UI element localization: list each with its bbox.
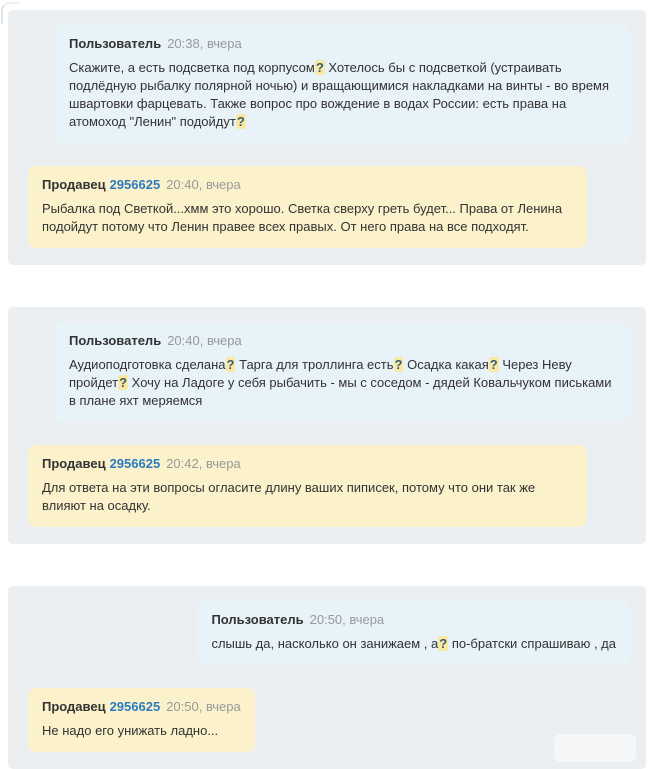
seller-message-bubble [28, 688, 255, 752]
question-mark-highlight: ? [119, 375, 128, 390]
message-header [69, 333, 616, 349]
watermark-ghost [554, 734, 636, 762]
message-author: Пользователь [69, 36, 162, 51]
conversation-panel [8, 586, 646, 769]
message-timestamp: 20:40, вчера [167, 333, 242, 348]
message-author: Продавец [42, 699, 106, 714]
message-timestamp: 20:50, вчера [309, 612, 385, 627]
question-mark-highlight: ? [394, 357, 403, 372]
seller-id-link[interactable]: 2956625 [109, 699, 161, 714]
message-author: Пользователь [211, 612, 304, 627]
user-message-bubble [55, 25, 630, 143]
message-author: Пользователь [69, 333, 162, 348]
message-author: Продавец [42, 177, 106, 192]
question-mark-highlight: ? [315, 60, 324, 75]
question-mark-highlight: ? [439, 636, 448, 651]
seller-message-bubble [28, 166, 587, 248]
message-text: слышь да, насколько он занижаем , а? по-братски спрашиваю , да [211, 636, 616, 651]
message-text: Рыбалка под Светкой...хмм это хорошо. Светка сверху греть будет... Права от Ленина подойдут потому что Ленин правее всех правых. От него права на все подходят. [42, 201, 563, 234]
message-header [42, 699, 241, 715]
conversation-panel [8, 307, 646, 544]
message-timestamp: 20:42, вчера [166, 456, 241, 471]
conversation-panel [8, 10, 646, 265]
message-text: Не надо его унижать ладно... [42, 723, 219, 738]
message-text: Аудиоподготовка сделана? Тарга для троллинга есть? Осадка какая? Через Неву пройдет? Хочу на Ладоге у себя рыбачить - мы с соседом - дядей Ковальчуком письками в плане яхт меряемся [69, 357, 612, 408]
message-timestamp: 20:38, вчера [167, 36, 242, 51]
message-header [42, 456, 573, 472]
seller-message-bubble [28, 445, 587, 527]
message-header [69, 36, 616, 52]
message-author: Продавец [42, 456, 106, 471]
message-header [42, 177, 573, 193]
message-timestamp: 20:40, вчера [166, 177, 241, 192]
message-header [211, 612, 616, 628]
message-text: Скажите, а есть подсветка под корпусом? Хотелось бы с подсветкой (устраивать подлёдную рыбалку полярной ночью) и вращающимися накладками на винты - во время швартовки фарцевать. Также вопрос про вождение в водах России: есть права на атомоход "Ленин" подойдут? [69, 60, 610, 129]
question-mark-highlight: ? [226, 357, 235, 372]
message-timestamp: 20:50, вчера [166, 699, 241, 714]
user-message-bubble [197, 601, 630, 665]
seller-id-link[interactable]: 2956625 [109, 456, 161, 471]
question-mark-highlight: ? [489, 357, 498, 372]
question-mark-highlight: ? [236, 114, 245, 129]
message-text: Для ответа на эти вопросы огласите длину ваших пиписек, потому что они так же влияют на осадку. [42, 480, 536, 513]
user-message-bubble [55, 322, 630, 422]
seller-id-link[interactable]: 2956625 [109, 177, 161, 192]
